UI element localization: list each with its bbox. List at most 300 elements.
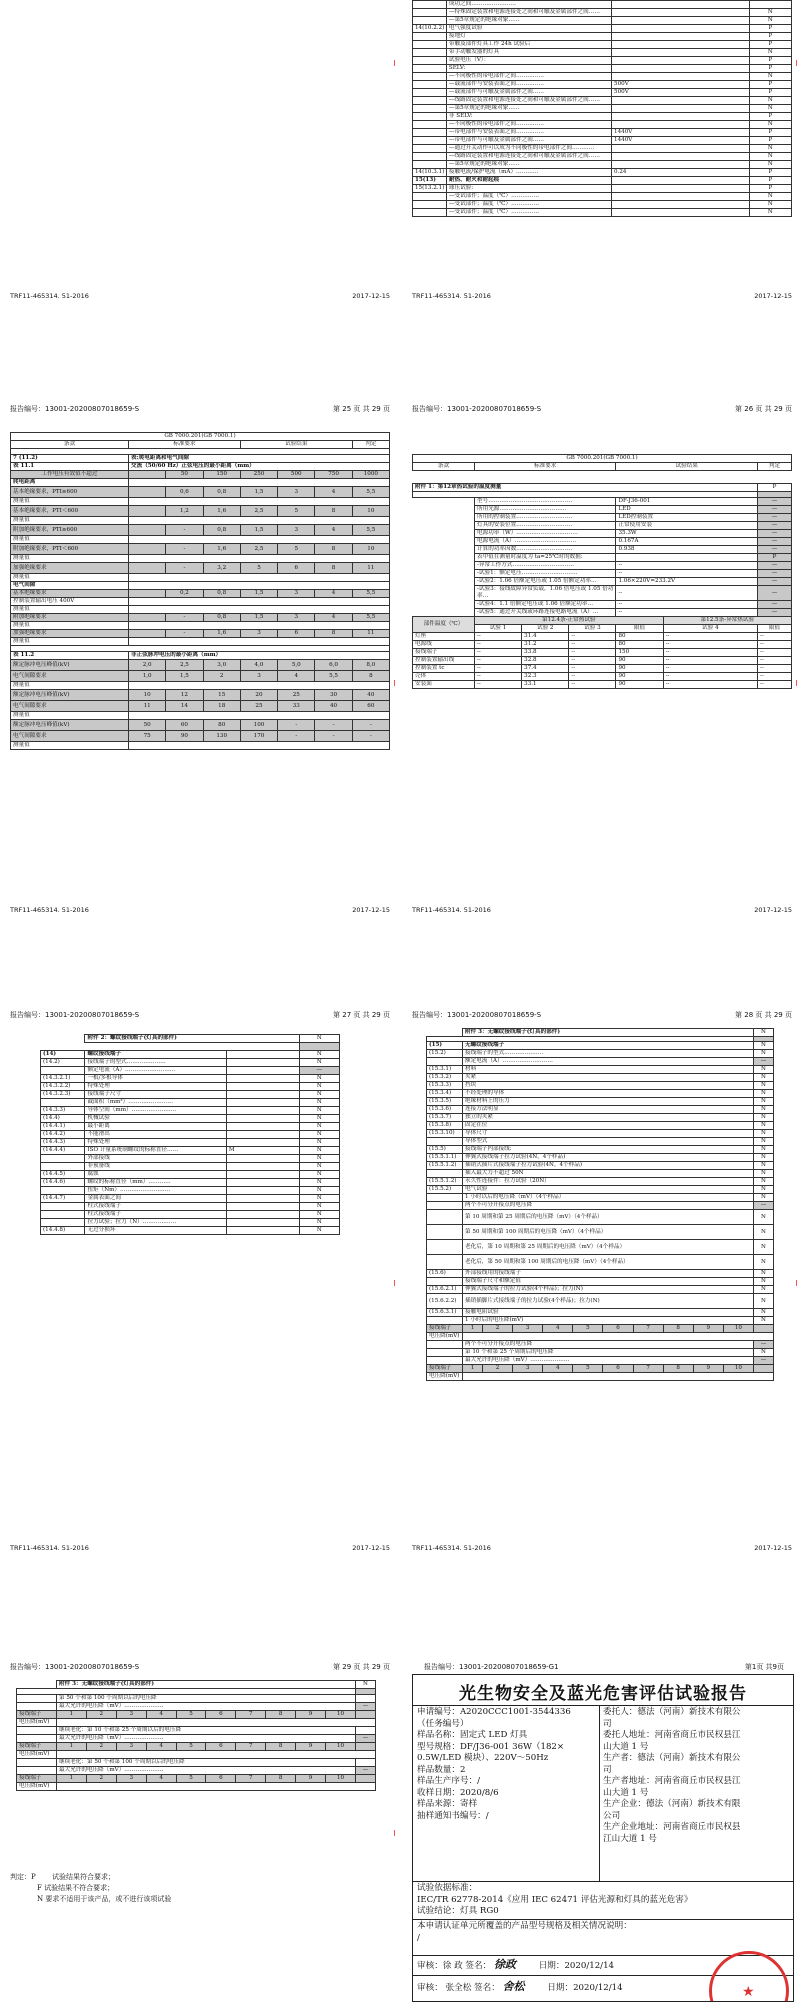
table-cell: 6 [206,1743,236,1751]
table-cell: N [754,1309,774,1317]
table-cell: 1 [463,1365,483,1373]
table-cell: N [754,1278,774,1286]
clearance-table [10,432,390,750]
table-row [11,712,390,720]
table-cell: 基本绝缘要求，PTI＜600 [11,506,129,517]
table-cell: 不能滑出 [85,1131,226,1139]
table-row: -试验1：额定电压………………………… -- — [413,570,792,578]
cert-right-line: 山大道 1 号 [603,1741,649,1752]
table-cell: 1000 [352,471,389,479]
table-cell: N [749,193,791,201]
table-cell: 扭矩（Nm）……………………… [85,1187,226,1195]
table-cell: 32.8 [522,657,569,665]
table-cell [413,41,447,49]
table-cell [413,209,447,217]
table-row [413,193,792,201]
table-cell: 60 [352,701,389,712]
table-cell: P [749,129,791,137]
table-cell: 35.3W [616,530,758,538]
table-cell: 固定在位 [463,1122,754,1130]
table-row [413,201,792,209]
table-cell: 4 [543,1325,573,1333]
table-row [11,652,390,660]
table-row [427,1146,774,1154]
table-cell: (15.5.2) [427,1186,463,1194]
table-cell: —不同极性的带电部件之间…………… [446,121,611,129]
table-cell: 50 [129,720,166,731]
table-cell: (15.5) [427,1146,463,1154]
table-row: -试验5：通过开关线或环路连接电路电流（A）… -- — [413,609,792,617]
table-cell: -- [663,681,757,689]
table-cell [226,1179,299,1187]
table-cell: (14.4.1) [41,1123,85,1131]
table-row [11,544,390,555]
table-cell: 80 [203,720,240,731]
table-cell: 判定 [352,441,389,449]
table-cell: -- [475,673,522,681]
page-number: 第 25 页 共 29 页 [333,405,390,413]
table-cell: N [754,1029,774,1037]
table-cell: (15.3.4) [427,1090,463,1098]
table-cell: 不经处理的导体 [463,1090,754,1098]
table-cell: 外部接线 [85,1155,226,1163]
table-cell: - [166,614,203,622]
table-cell: 3 [278,525,315,536]
checker-signature: 舍松 [502,1980,525,1993]
table-cell: 柱式接线端子 [85,1211,226,1219]
table-row [11,471,390,479]
table-cell: P [758,484,792,492]
table-row [427,1130,774,1138]
table-cell: 4 [146,1775,176,1783]
table-cell: (14.4.7) [41,1195,85,1203]
table-cell: SELV: [446,65,611,73]
footer-form-no: TRF11-465314. 51-2016 [412,906,491,914]
footer-date: 2017-12-15 [754,1544,792,1552]
table-cell: 90 [616,657,663,665]
table-row [427,1082,774,1090]
table-cell: 试验结果 [616,463,757,471]
table-cell [612,121,750,129]
table-cell: 0.24 [612,169,750,177]
std-title: GB 7000.201(GB 7000.1) [11,433,390,441]
temp-row [413,657,792,665]
table-cell: (15.3.10) [427,1130,463,1138]
table-cell: —带电部件与可触及金属部件之间…… [446,137,611,145]
table-cell: N [299,1059,339,1067]
table-cell: 安装面 [413,681,475,689]
table-cell: (15.3.7) [427,1114,463,1122]
table-cell: P [749,137,791,145]
table-cell: (15) [427,1042,463,1050]
table-cell: 500V [612,89,750,97]
table-cell: 2 [86,1775,116,1783]
footer-date: 2017-12-15 [352,292,390,300]
table-cell [612,9,750,17]
table-cell: —第5章规定的绝缘对象…… [446,161,611,169]
footer-form-no: TRF11-465314. 51-2016 [10,292,89,300]
table-cell: 100 [240,720,277,731]
table-cell: 9 [296,1711,326,1719]
table-row [17,1727,376,1735]
table-cell: 型号……………………………………… [475,498,616,506]
table-row: 型号……………………………………… DF-J36-001 — [413,498,792,506]
table-cell [413,129,447,137]
table-cell: N [754,1178,774,1186]
table-cell: 插销式插片式接线端子拉力试验(4N，4个样品) [463,1162,754,1170]
table-cell: (14.4.3) [41,1139,85,1147]
approver-label: 审核：徐 政 签名： [417,1961,492,1971]
table-cell: 4 [146,1711,176,1719]
table-cell: (15.3.6) [427,1106,463,1114]
table-row [413,65,792,73]
terminal-row [17,1775,376,1783]
table-cell: -试验2：1.06 倍额定电压或 1.05 倍额定功率… [475,578,616,586]
table-cell [226,1115,299,1123]
table-cell: 电压降(mV) [427,1373,463,1381]
table-cell: 6 [206,1775,236,1783]
table-cell: N [749,73,791,81]
table-cell: 腐蚀 [85,1171,226,1179]
voltage-row [17,1783,376,1791]
table-cell [413,17,447,25]
table-row [41,1187,340,1195]
cert-left-line: （任务编号） [417,1718,469,1729]
table-cell: 3 [278,590,315,598]
table-cell: 0.938 [616,546,758,554]
table-cell [749,1,791,9]
table-cell: 9 [296,1743,326,1751]
table-cell [427,1170,463,1178]
table-row [413,161,792,169]
table-cell: 测量值 [11,742,129,750]
table-cell: N [299,1139,339,1147]
table-cell: -- [663,657,757,665]
table-cell: N [754,1240,774,1255]
table-row [41,1203,340,1211]
table-cell: 接线端子 [413,649,475,657]
table-row: 最大允许的电压降（mV）………………… — [17,1703,376,1711]
cert-header [424,1662,784,1672]
page-26 [412,404,792,924]
table-cell: N [299,1131,339,1139]
table-cell [41,1219,85,1227]
table-cell: 5 [176,1743,206,1751]
table-cell: 150 [616,649,663,657]
table-cell: -- [475,649,522,657]
table-cell: (15.3.2) [427,1074,463,1082]
page-28 [412,1010,792,1560]
table-row [413,153,792,161]
table-cell: 2 [86,1711,116,1719]
table-cell [612,105,750,113]
table-cell: DF-J36-001 [616,498,758,506]
table-cell: 5,5 [352,525,389,536]
table-cell: N [754,1090,774,1098]
table-cell: 4 [543,1365,573,1373]
table-cell: 控制装置 tc [413,665,475,673]
table-cell [612,57,750,65]
table-row [427,1349,774,1357]
table-cell: -- [475,657,522,665]
table-cell: 独立的夹紧 [463,1114,754,1122]
table-cell: 连接方法明显 [463,1106,754,1114]
table-cell: 15(13.2.1) [413,185,447,193]
table-cell: - [315,731,352,742]
table-cell [612,185,750,193]
table-cell: 截面积（mm²）…………………… [85,1099,226,1107]
cert-slash: / [417,1932,420,1943]
red-seal-stamp: ★ [709,1951,789,2002]
table-cell: —受试部件；温度（℃）…………… [446,209,611,217]
table-cell: 非预备线 [85,1163,226,1171]
table-row [427,1170,774,1178]
table-cell [612,25,750,33]
table-cell [413,65,447,73]
table-row [427,1114,774,1122]
judge-p: 试验结果符合要求； [51,1873,115,1881]
table-cell: 15 [203,690,240,701]
table-cell: (15.3.3) [427,1082,463,1090]
table-cell: 额定脉冲电压峰值(kV) [11,720,129,731]
table-cell: N [749,105,791,113]
table-cell: 3 [116,1775,146,1783]
table-cell: - [166,525,203,536]
table-cell: 电源电流（A）…………………………… [475,538,616,546]
table-cell: - [166,630,203,638]
table-cell [41,1067,85,1075]
table-cell: 0,8 [203,590,240,598]
table-cell [413,105,447,113]
annex-row [17,1681,376,1689]
table-cell: 挡块 [463,1082,754,1090]
table [412,0,792,217]
table-cell: 31.4 [522,633,569,641]
table-cell: 无螺纹接线端子 [463,1042,754,1050]
table-cell: N [749,97,791,105]
table-cell: 0,8 [203,525,240,536]
table-cell [612,65,750,73]
table-cell: - [352,720,389,731]
table-cell [226,1219,299,1227]
table-cell: 控制装置输出电压 400V [11,598,129,606]
table-row [11,498,390,506]
table-row [41,1139,340,1147]
table-cell [413,121,447,129]
table-cell: (14.4) [41,1115,85,1123]
table-cell: 判定 [757,463,791,471]
table-cell: 750 [315,471,352,479]
table-cell: -- [569,649,616,657]
table-cell: 5 [278,544,315,555]
table-cell: N [299,1219,339,1227]
table-row [427,1210,774,1225]
table-cell [413,145,447,153]
table-cell: 500V [612,81,750,89]
table-cell: 3 [513,1365,543,1373]
table-row [11,487,390,498]
cert-left-line: 样品来源：寄样 [417,1799,478,1809]
screwless-terminal-table-cont [16,1680,376,1791]
table-cell: 10 [326,1711,356,1719]
table-cell [413,49,447,57]
table-cell: 接线端子 [427,1365,463,1373]
table [10,432,390,750]
table-row: 所用光源……………………………… LED — [413,506,792,514]
table-cell: 控制装置输出线 [413,657,475,665]
table-row [413,89,792,97]
table-cell: 2,5 [166,660,203,671]
table-row [41,1147,340,1155]
table-cell: 10 [326,1743,356,1751]
terminal-row [17,1743,376,1751]
cert-left-line: 申请编号：A2020CCC1001-3544336 [417,1707,571,1717]
table-row [427,1138,774,1146]
voltage-row [17,1719,376,1727]
table-cell: 永久性连接件：拉力试验（20N） [463,1178,754,1186]
table-cell: 2 [483,1365,513,1373]
table-cell [612,33,750,41]
binding-mark [394,1280,395,1286]
table-cell: 所用的控制装置………………………… [475,514,616,522]
judge-n: N 要求不适用于该产品，或不进行该项试验 [37,1895,172,1903]
table-row [427,1240,774,1255]
table-cell: -- [616,609,758,617]
table-cell: 计算的功率因数………………………… [475,546,616,554]
table-cell: 第 50 周期和第 100 周期后的电压降（mV）（4个样品） [463,1225,754,1240]
table-cell: 电气强度试验 [446,25,611,33]
table-cell: (14.4.2) [41,1131,85,1139]
table-cell: P [749,185,791,193]
table-cell: 测量值 [11,498,129,506]
table-cell: 插入最大力不超过 50N [463,1170,754,1178]
cert-left-line: 0.5W/LED 模块）、220V～50Hz [417,1753,549,1763]
cert-title: 光生物安全及蓝光危害评估试验报告 [459,1684,747,1704]
page-header [10,404,390,416]
table-cell: N [754,1098,774,1106]
page-23-footer [10,292,390,304]
table-cell: 8 [266,1775,296,1783]
table-cell: N [754,1194,774,1202]
table-cell: —线路固定装置和电源连接处之间和可触及金属部件之间…… [446,97,611,105]
table-cell: —特殊固定装置和电源连接处之间和可触及金属部件之间…… [446,9,611,17]
table-cell: (14.2) [41,1059,85,1067]
voltage-row [427,1333,774,1341]
table-cell: LED控制装置 [616,514,758,522]
table-cell: N [299,1123,339,1131]
binding-mark [394,680,395,686]
table-cell: 接触电阻试验 [463,1309,754,1317]
table-cell: -- [569,657,616,665]
footer-date: 2017-12-15 [352,906,390,914]
table-row [41,1195,340,1203]
table-cell: (15.6.2.1) [427,1286,463,1294]
table-cell: 1,5 [240,614,277,622]
table-cell: 接线端子 [17,1775,57,1783]
table-row [11,606,390,614]
table-row [11,701,390,712]
table-cell [413,9,447,17]
table-cell: 5,5 [315,671,352,682]
table-cell: 接线端子尺寸和额定值 [463,1278,754,1286]
table-cell: 接触电流/保护电流（mA）………… [446,169,611,177]
table-cell [413,193,447,201]
table-row [11,622,390,630]
table-row [413,121,792,129]
table-cell: -- [616,570,758,578]
table-row: 额定电流（A）……………………… — [41,1067,340,1075]
table-cell: N [754,1317,774,1325]
table-cell: 8 [663,1365,693,1373]
cert-sample-info [417,1707,597,1822]
table-cell: 250 [240,471,277,479]
table-row [413,41,792,49]
table-cell [612,1,750,9]
table-cell: -- [758,673,792,681]
table-cell: (15.6.3.1) [427,1309,463,1317]
table-cell: 电压降(mV) [17,1719,57,1727]
table-cell: (15.6) [427,1270,463,1278]
table-cell [413,73,447,81]
table-row [413,185,792,193]
table-cell: 33 [278,701,315,712]
table-cell: M [226,1147,299,1155]
cert-right-line: 生产者地址：河南省商丘市民权县江 [603,1776,741,1786]
table-cell: 基本绝缘要求 [11,590,129,598]
table-cell: 2 [483,1325,513,1333]
table-cell [41,1155,85,1163]
table-cell [427,1058,463,1066]
table-row: 所用的控制装置………………………… LED控制装置 — [413,514,792,522]
table-row [427,1294,774,1309]
table-cell: 导体型式 [463,1138,754,1146]
table-row [41,1227,340,1235]
table-cell: 6 [206,1711,236,1719]
table-cell: -- [758,641,792,649]
table-cell: 1440V [612,129,750,137]
table-cell: N [754,1146,774,1154]
table-cell: N [754,1130,774,1138]
table-cell: 试验 3 [569,625,616,633]
table-cell: 1 小时以后的电压降（mV）（4个样品） [463,1194,754,1202]
table-cell: (14.4.8) [41,1227,85,1235]
table-row [427,1066,774,1074]
table-cell: - [166,563,203,574]
table-row [413,81,792,89]
footer-form-no: TRF11-465314. 51-2016 [412,1544,491,1552]
table-cell: 最大允许的电压降（mV）………………… [57,1767,356,1775]
table-cell: 测量值 [11,606,129,614]
table-cell: 9 [693,1325,723,1333]
page-number: 第 27 页 共 29 页 [333,1011,390,1019]
table-cell: P [749,113,791,121]
table-cell: -- [475,641,522,649]
table-cell: -试验4：1.1 倍额定电压或 1.06 倍额定功率… [475,601,616,609]
table-cell: 灯具的安装位置………………………… [475,522,616,530]
table-cell: 4 [315,614,352,622]
table-cell: 8,0 [352,660,389,671]
table-row [41,1051,340,1059]
table [40,1034,340,1235]
table-cell [413,57,447,65]
table-cell: 螺纹接线端子 [85,1051,226,1059]
table-cell: 表 11.2 [11,652,129,660]
table-cell [226,1075,299,1083]
table-cell: 0,8 [203,487,240,498]
page-header [412,404,792,416]
cert-right-line: 公司 [603,1810,621,1821]
table-cell [226,1163,299,1171]
